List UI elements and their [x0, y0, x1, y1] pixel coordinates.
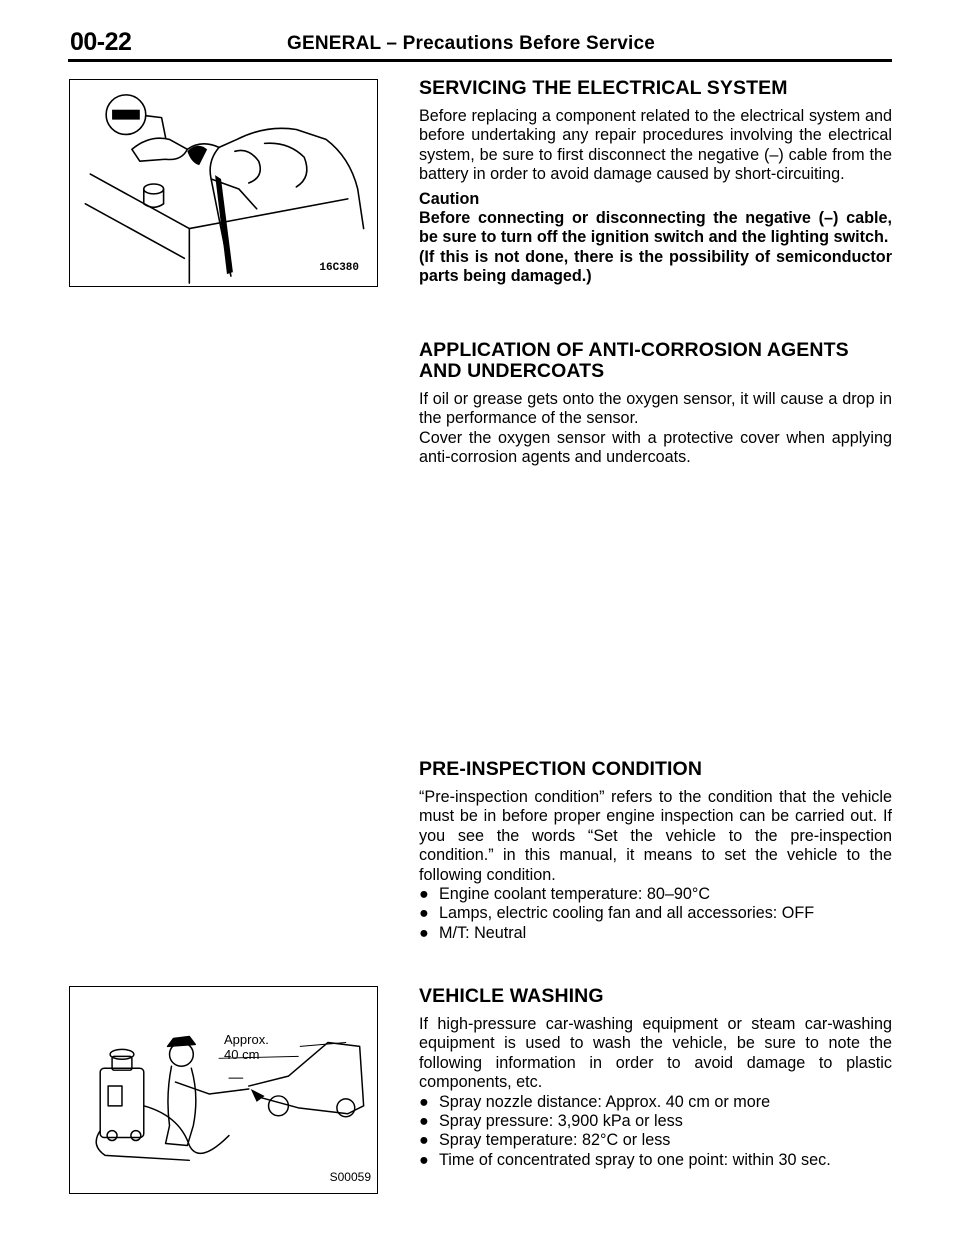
- section-body: Before replacing a component related to the electrical system and before undertaking any repair procedures involving the electrical system, be sure to first disconnect the negative (–) cable from the battery in order to avoid damage caused by short-circuiting.: [419, 107, 892, 184]
- washing-list: [419, 1093, 892, 1171]
- figure-code: S00059: [329, 1170, 371, 1184]
- list-item: ● M/T: Neutral: [419, 923, 527, 942]
- section-body: “Pre-inspection condition” refers to the condition that the vehicle must be in before proper engine inspection can be carried out. If you see the words “Set the vehicle to the pre-inspection condition.” in this manual, it means to set the vehicle to the following condition.: [419, 788, 892, 884]
- section-heading: VEHICLE WASHING: [419, 985, 604, 1007]
- page-title: GENERAL – Precautions Before Service: [287, 33, 655, 54]
- section-heading: APPLICATION OF ANTI-CORROSION AGENTS AND UNDERCOATS: [419, 339, 849, 382]
- list-item: ● Spray pressure: 3,900 kPa or less: [419, 1112, 683, 1131]
- list-item: ● Time of concentrated spray to one point: within 30 sec.: [419, 1150, 831, 1169]
- section-anticorrosion: [419, 340, 892, 468]
- header-rule: [68, 59, 892, 62]
- list-item: ● Spray temperature: 82°C or less: [419, 1131, 671, 1150]
- list-item: ● Engine coolant temperature: 80–90°C: [419, 885, 711, 904]
- section-electrical: [419, 78, 892, 287]
- car-washing-illustration: [70, 987, 377, 1193]
- condition-list: [419, 885, 892, 943]
- figure-code: 16C380: [319, 262, 359, 274]
- list-item: ● Lamps, electric cooling fan and all accessories: OFF: [419, 904, 815, 923]
- section-body: If oil or grease gets onto the oxygen sensor, it will cause a drop in the performance of the sensor.: [419, 390, 892, 428]
- section-preinspection: [419, 759, 892, 943]
- caution-note: (If this is not done, there is the possibility of semiconductor parts being damaged.): [419, 247, 892, 286]
- section-heading: SERVICING THE ELECTRICAL SYSTEM: [419, 77, 788, 99]
- battery-terminal-illustration: [70, 80, 377, 286]
- section-washing: [419, 986, 892, 1170]
- section-heading: PRE-INSPECTION CONDITION: [419, 758, 702, 780]
- section-body: If high-pressure car-washing equipment or steam car-washing equipment is used to wash the vehicle, be sure to note the following information in order to avoid damage to plastic components, etc.: [419, 1015, 892, 1092]
- caution-label: Caution: [419, 189, 480, 208]
- washing-figure: [69, 986, 378, 1194]
- section-body: Cover the oxygen sensor with a protective cover when applying anti-corrosion agents and undercoats.: [419, 428, 892, 467]
- battery-figure: [69, 79, 378, 287]
- page-number: 00-22: [70, 28, 132, 56]
- list-item: ● Spray nozzle distance: Approx. 40 cm or more: [419, 1092, 771, 1111]
- distance-note: Approx. 40 cm: [224, 1032, 269, 1062]
- caution-text: Before connecting or disconnecting the negative (–) cable, be sure to turn off the ignition switch and the lighting switch.: [419, 209, 892, 247]
